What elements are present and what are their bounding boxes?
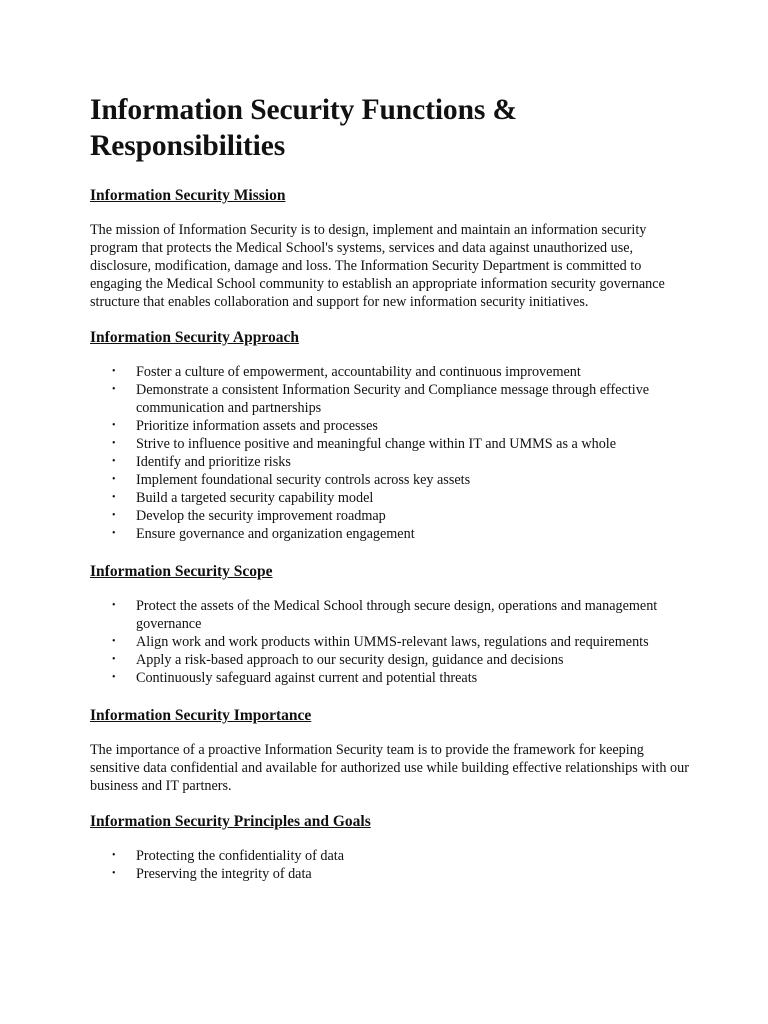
bullet-icon: •: [112, 384, 116, 395]
list-item-text: Prioritize information assets and processes: [136, 418, 378, 434]
bullet-icon: •: [112, 654, 116, 665]
list-item-text: Preserving the integrity of data: [136, 866, 312, 882]
principles-list: [90, 847, 690, 883]
list-item: [90, 865, 690, 883]
mission-heading: Information Security Mission: [90, 187, 286, 204]
list-item-text: Continuously safeguard against current and potential threats: [136, 670, 478, 686]
bullet-icon: •: [112, 474, 116, 485]
scope-heading: Information Security Scope: [90, 563, 273, 580]
importance-paragraph: The importance of a proactive Information Security team is to provide the framework for keeping sensitive data confidential and available for authorized use while building effective relationships with our business and IT partners.: [90, 742, 689, 794]
bullet-icon: •: [112, 850, 116, 861]
bullet-icon: •: [112, 868, 116, 879]
bullet-icon: •: [112, 420, 116, 431]
mission-paragraph: The mission of Information Security is to design, implement and maintain an information security program that protects the Medical School's systems, services and data against unauthorized use, disclosure, modification, damage and loss. The Information Security Department is committed to engaging the Medical School community to establish an appropriate information security governance structure that enables collaboration and support for new information security initiatives.: [90, 222, 665, 310]
list-item: [90, 507, 690, 525]
list-item: [90, 633, 690, 651]
list-item: [90, 471, 690, 489]
list-item-text: Protect the assets of the Medical School through secure design, operations and management governance: [136, 598, 658, 632]
importance-heading: Information Security Importance: [90, 707, 312, 724]
bullet-icon: •: [112, 528, 116, 539]
list-item: [90, 525, 690, 543]
bullet-icon: •: [112, 438, 116, 449]
list-item: [90, 417, 690, 435]
document-title: Information Security Functions & Responsibilities: [90, 94, 517, 162]
list-item-text: Strive to influence positive and meaningful change within IT and UMMS as a whole: [136, 436, 617, 452]
list-item-text: Ensure governance and organization engagement: [136, 526, 415, 542]
approach-heading: Information Security Approach: [90, 329, 299, 346]
list-item-text: Demonstrate a consistent Information Security and Compliance message through effective communication and partnerships: [136, 382, 650, 416]
bullet-icon: •: [112, 492, 116, 503]
list-item: [90, 381, 690, 417]
bullet-icon: •: [112, 600, 116, 611]
list-item-text: Develop the security improvement roadmap: [136, 508, 386, 524]
document-page: [90, 92, 690, 902]
list-item: [90, 435, 690, 453]
bullet-icon: •: [112, 510, 116, 521]
list-item: [90, 363, 690, 381]
list-item-text: Identify and prioritize risks: [136, 454, 291, 470]
list-item: [90, 453, 690, 471]
list-item: [90, 651, 690, 669]
list-item: [90, 669, 690, 687]
bullet-icon: •: [112, 636, 116, 647]
principles-heading: Information Security Principles and Goals: [90, 813, 371, 830]
list-item-text: Protecting the confidentiality of data: [136, 848, 345, 864]
approach-list: [90, 363, 690, 543]
list-item-text: Build a targeted security capability model: [136, 490, 374, 506]
list-item-text: Apply a risk-based approach to our security design, guidance and decisions: [136, 652, 564, 668]
bullet-icon: •: [112, 366, 116, 377]
scope-list: [90, 597, 690, 687]
list-item-text: Foster a culture of empowerment, accountability and continuous improvement: [136, 364, 581, 380]
list-item: [90, 847, 690, 865]
bullet-icon: •: [112, 456, 116, 467]
list-item-text: Implement foundational security controls across key assets: [136, 472, 471, 488]
list-item: [90, 597, 690, 633]
bullet-icon: •: [112, 672, 116, 683]
list-item-text: Align work and work products within UMMS-relevant laws, regulations and requirements: [136, 634, 649, 650]
list-item: [90, 489, 690, 507]
